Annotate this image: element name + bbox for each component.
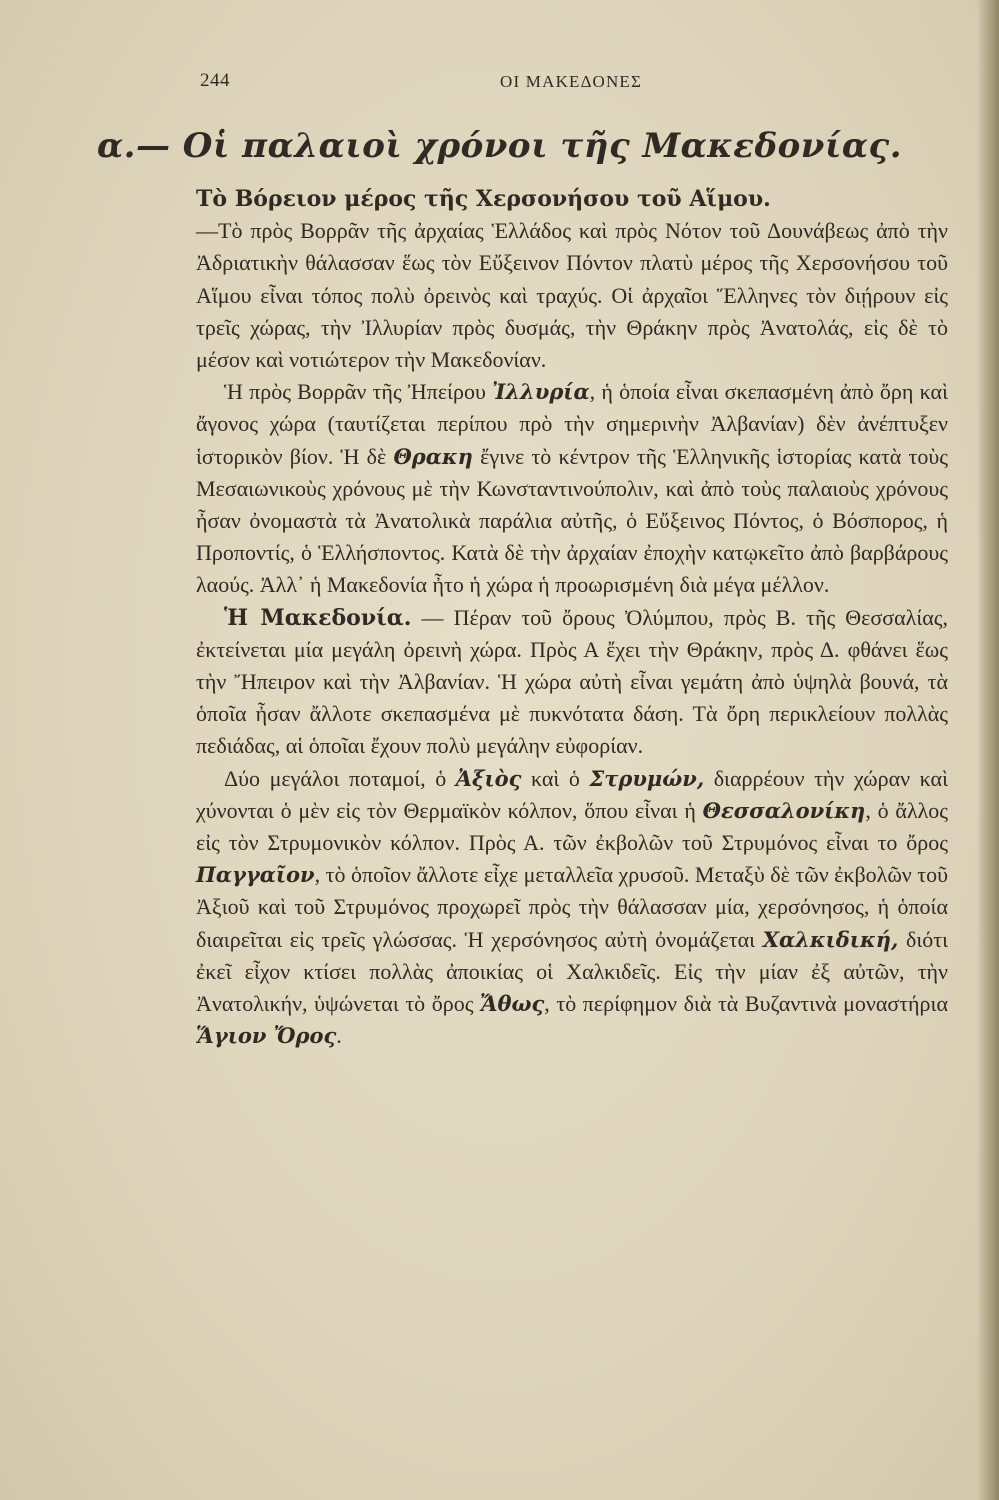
text-run: , τὸ περίφημον διὰ τὰ Βυζαντινὰ μοναστήρια: [544, 991, 948, 1017]
place-chalkidiki: Χαλκιδική,: [762, 926, 899, 952]
paragraph-text: —Τὸ πρὸς Βορρᾶν τῆς ἀρχαίας Ἑλλάδος καὶ πρὸς Νότον τοῦ Δουνάβεως ἀπὸ τὴν Ἀδριατικὴν θάλασσαν ἕως τὸν Εὔξεινον Πόντον πλατὺ μέρος τῆς Χερσονήσου τοῦ Αἵμου εἶναι τόπος πολὺ ὀρεινὸς καὶ τραχύς. Οἱ ἀρχαῖοι Ἕλληνες τὸν διῄρουν εἰς τρεῖς χώρας, τὴν Ἰλλυρίαν πρὸς δυσμάς, τὴν Θράκην πρὸς Ἀνατολάς, εἰς δὲ τὸ μέσον καὶ νοτιώτερον τὴν Μακεδονίαν.: [196, 218, 948, 373]
text-run: ἔγινε τὸ κέντρον τῆς Ἑλληνικῆς ἱστορίας κατὰ τοὺς Μεσαιωνικοὺς χρόνους μὲ τὴν Κωνσταντινούπολιν, καὶ ἀπὸ τοὺς παλαιοὺς χρόνους ἦσαν ὀνομαστὰ τὰ Ἀνατολικὰ παράλια αὐτῆς, ὁ Εὔξεινος Πόντος, ὁ Βόσπορος, ἡ Προποντίς, ὁ Ἑλλήσποντος. Κατὰ δὲ τὴν ἀρχαίαν ἐποχὴν κατῳκεῖτο ἀπὸ βαρβάρους λαούς. Ἀλλ᾽ ἡ Μακεδονία ἦτο ἡ χώρα ἡ προωρισμένη διὰ μέγα μέλλον.: [196, 443, 948, 598]
subhead-northern-part: Τὸ Βόρειον μέρος τῆς Χερσονήσου τοῦ Αἵμου.: [196, 186, 771, 212]
page-binding-edge: [977, 0, 999, 1500]
place-athos: Ἄθως: [480, 991, 545, 1017]
running-head: ΟΙ ΜΑΚΕΔΟΝΕΣ: [500, 72, 643, 91]
place-agion-oros: Ἅγιον Ὄρος: [196, 1023, 337, 1049]
text-run: , ἡ ὁποία εἶναι σκεπασμένη ἀπὸ ὄρη καὶ ἄγονος χώρα (ταυτίζεται περίπου πρὸ τὴν σημερινὴν Ἀλβανίαν) δὲν ἀνέπτυξεν ἱστορικὸν βίον. Ἡ δὲ: [196, 379, 948, 469]
place-axios: Ἀξιὸς: [455, 765, 522, 791]
place-thessaloniki: Θεσσαλονίκη: [702, 797, 866, 823]
text-run: Δύο μεγάλοι ποταμοί, ὁ: [224, 765, 456, 791]
place-thrace: Θρακη: [393, 443, 473, 469]
page-header: [200, 70, 820, 100]
text-run: Ἡ πρὸς Βορρᾶν τῆς Ἠπείρου: [224, 379, 493, 405]
paragraph-northern-part: [196, 183, 948, 376]
paragraph-illyria-thrace: [196, 376, 948, 601]
text-run: , τὸ ὁποῖον ἄλλοτε εἶχε μεταλλεῖα χρυσοῦ. Μεταξὺ δὲ τῶν ἐκβολῶν τοῦ Ἀξιοῦ καὶ τοῦ Στρυμόνος προχωρεῖ πρὸς τὴν θάλασσαν μία, χερσόνησος, ἡ ὁποία διαιρεῖται εἰς τρεῖς γλώσσας. Ἡ χερσόνησος αὐτὴ ὀνομάζεται: [196, 862, 948, 952]
text-run: .: [336, 1023, 342, 1049]
place-illyria: Ἰλλυρία: [492, 379, 590, 405]
text-run: καὶ ὁ: [521, 765, 590, 791]
place-pangaion: Παγγαῖον: [196, 862, 315, 888]
text-run: — Πέραν τοῦ ὄρους Ὀλύμπου, πρὸς Β. τῆς Θεσσαλίας, ἐκτείνεται μία μεγάλη ὀρεινὴ χώρα. Πρὸς Α ἔχει τὴν Θράκην, πρὸς Δ. φθάνει ἕως τὴν Ἤπειρον καὶ τὴν Ἀλβανίαν. Ἡ χώρα αὐτὴ εἶναι γεμάτη ἀπὸ ὑψηλὰ βουνά, τὰ ὁποῖα ἦσαν ἄλλοτε σκεπασμένα μὲ πυκνότατα δάση. Τὰ ὄρη περικλείουν πολλὰς πεδιάδας, αἱ ὁποῖαι ἔχουν πολὺ μεγάλην εὐφορίαν.: [196, 604, 948, 759]
text-run: διότι ἐκεῖ εἶχον κτίσει πολλὰς ἀποικίας οἱ Χαλκιδεῖς. Εἰς τὴν μίαν ἐξ αὐτῶν, τὴν Ἀνατολικήν, ὑψώνεται τὸ ὄρος: [196, 926, 948, 1017]
text-run: διαρρέουν τὴν χώραν καὶ χύνονται ὁ μὲν εἰς τὸν Θερμαϊκὸν κόλπον, ὅπου εἶναι ἡ: [196, 765, 948, 823]
text-run: , ὁ ἄλλος εἰς τὸν Στρυμονικὸν κόλπον. Πρὸς Α. τῶν ἐκβολῶν τοῦ Στρυμόνος εἶναι το ὄρος: [196, 797, 949, 856]
page-number: 244: [200, 70, 230, 91]
chapter-title: α.— Οἱ παλαιοὶ χρόνοι τῆς Μακεδονίας.: [96, 126, 903, 166]
place-strymon: Στρυμών,: [589, 765, 705, 791]
paragraph-rivers: [196, 763, 948, 1053]
body-text: [196, 183, 948, 1052]
subhead-macedonia: Ἡ Μακεδονία.: [224, 604, 412, 631]
paragraph-macedonia: [196, 602, 948, 763]
